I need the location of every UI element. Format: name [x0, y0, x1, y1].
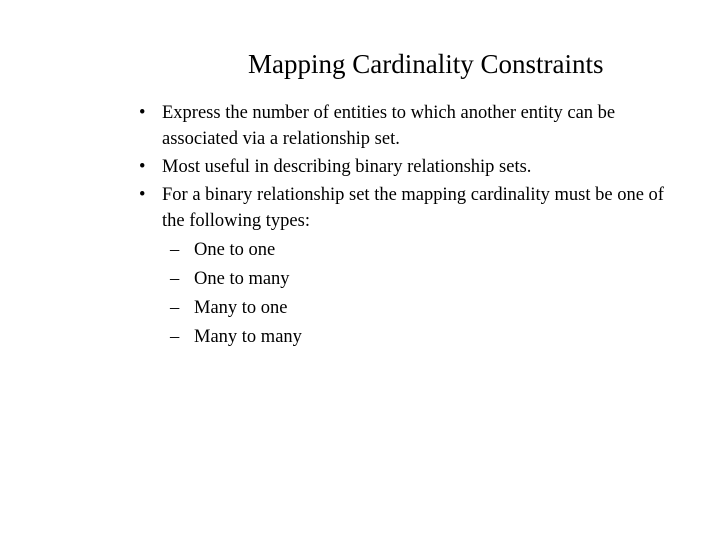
bullet-marker: •: [139, 185, 146, 205]
bullet-item: [0, 182, 714, 234]
bullet-item: [0, 100, 714, 152]
subbullet-marker: –: [170, 327, 180, 347]
slide-title: Mapping Cardinality Constraints: [248, 49, 604, 79]
subbullet-item: [0, 295, 720, 321]
subbullet-text: Many to many: [194, 327, 302, 347]
subbullet-text: One to one: [194, 240, 276, 260]
subbullet-text: Many to one: [194, 298, 288, 318]
bullet-text-line: associated via a relationship set.: [162, 129, 400, 149]
subbullet-marker: –: [170, 240, 180, 260]
bullet-text-line: Express the number of entities to which another entity can be: [162, 103, 616, 123]
bullet-marker: •: [139, 157, 146, 177]
bullet-marker: •: [139, 103, 146, 123]
subbullet-marker: –: [170, 269, 180, 289]
subbullet-item: [0, 324, 720, 350]
subbullet-item: [0, 266, 720, 292]
bullet-item: [0, 154, 714, 180]
subbullet-marker: –: [170, 298, 180, 318]
bullet-text-line: the following types:: [162, 211, 310, 231]
subbullet-item: [0, 237, 720, 263]
bullet-list: [0, 100, 720, 353]
bullet-text-line: For a binary relationship set the mapping cardinality must be one of: [162, 185, 664, 205]
bullet-text-line: Most useful in describing binary relationship sets.: [162, 157, 532, 177]
subbullet-text: One to many: [194, 269, 290, 289]
